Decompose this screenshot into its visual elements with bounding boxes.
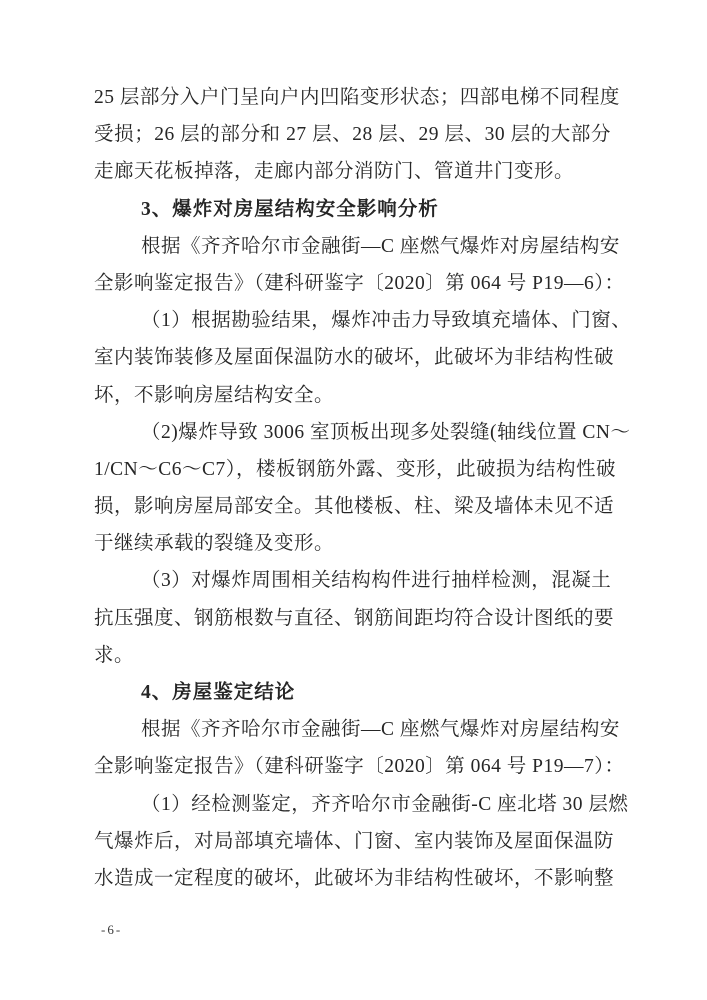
- text-line: 损，影响房屋局部安全。其他楼板、柱、梁及墙体未见不适: [94, 496, 615, 518]
- text-line: 根据《齐齐哈尔市金融街—C 座燃气爆炸对房屋结构安: [141, 235, 620, 257]
- text-line: 于继续承载的裂缝及变形。: [94, 533, 335, 555]
- text-line: 25 层部分入户门呈向户内凹陷变形状态；四部电梯不同程度: [94, 87, 620, 108]
- text-line: （1）经检测鉴定，齐齐哈尔市金融街-C 座北塔 30 层燃: [141, 793, 629, 815]
- text-line: 走廊天花板掉落，走廊内部分消防门、管道井门变形。: [94, 161, 575, 183]
- text-line: 室内装饰装修及屋面保温防水的破坏，此破坏为非结构性破: [94, 347, 615, 369]
- text-line: 气爆炸后，对局部填充墙体、门窗、室内装饰及屋面保温防: [94, 830, 615, 852]
- page-number: -6-: [101, 922, 123, 937]
- text-line: 坏，不影响房屋结构安全。: [94, 384, 335, 406]
- text-line: 求。: [94, 644, 135, 666]
- section-heading: 4、房屋鉴定结论: [141, 682, 296, 703]
- text-line: 根据《齐齐哈尔市金融街—C 座燃气爆炸对房屋结构安: [141, 719, 620, 741]
- text-line: 全影响鉴定报告》（建科研鉴字〔2020〕第 064 号 P19—6）：: [94, 272, 625, 294]
- document-body: [94, 79, 632, 897]
- section-heading: 3、爆炸对房屋结构安全影响分析: [141, 198, 439, 220]
- text-line: 全影响鉴定报告》（建科研鉴字〔2020〕第 064 号 P19—7）：: [94, 756, 625, 778]
- text-line: （3）对爆炸周围相关结构构件进行抽样检测，混凝土: [141, 570, 612, 592]
- text-line: 1/CN～C6～C7），楼板钢筋外露、变形，此破损为结构性破: [94, 458, 617, 480]
- text-line: 水造成一定程度的破坏，此破坏为非结构性破坏，不影响整: [94, 867, 615, 889]
- text-line: （2)爆炸导致 3006 室顶板出现多处裂缝(轴线位置 CN～: [141, 421, 631, 443]
- text-line: 受损；26 层的部分和 27 层、28 层、29 层、30 层的大部分: [94, 124, 611, 146]
- text-line: （1）根据勘验结果，爆炸冲击力导致填充墙体、门窗、: [141, 310, 632, 332]
- text-line: 抗压强度、钢筋根数与直径、钢筋间距均符合设计图纸的要: [94, 607, 615, 629]
